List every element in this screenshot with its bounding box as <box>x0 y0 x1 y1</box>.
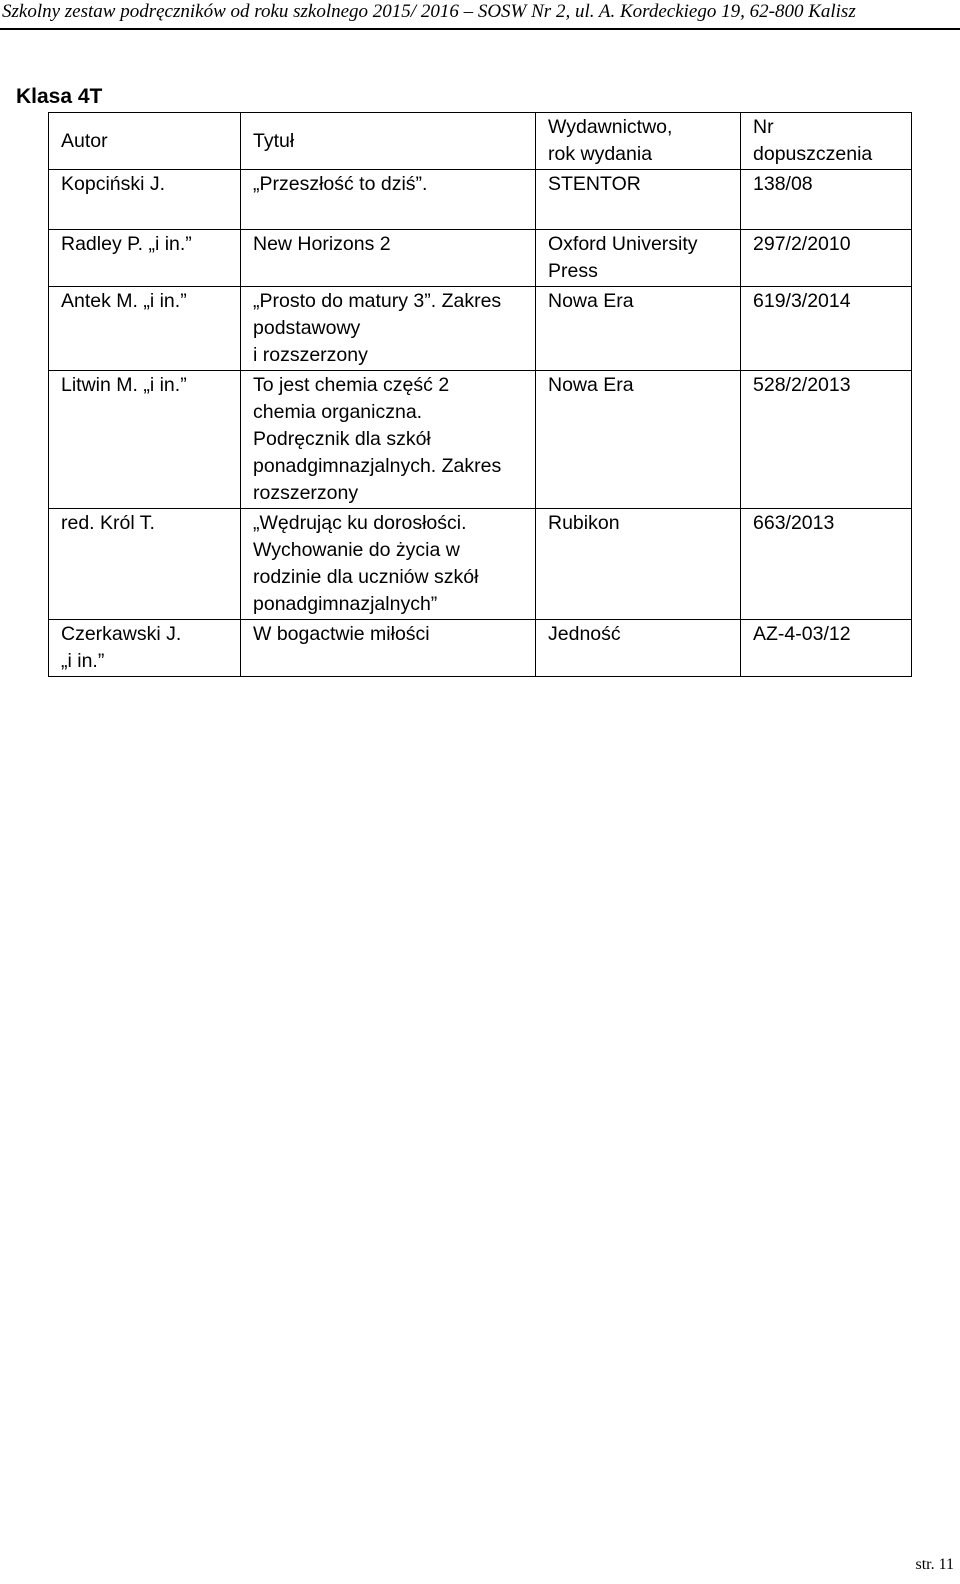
cell-wydawnictwo <box>536 371 741 509</box>
cell-autor <box>49 371 241 509</box>
table-row <box>49 371 912 509</box>
header-nr-text: Nr dopuszczenia <box>753 116 873 165</box>
cell-nr <box>741 170 912 230</box>
cell-wydawnictwo-text: Nowa Era <box>548 374 634 396</box>
cell-tytul-text: W bogactwie miłości <box>253 623 430 645</box>
cell-nr-text: 297/2/2010 <box>753 233 851 255</box>
cell-autor <box>49 230 241 287</box>
cell-tytul <box>241 287 536 371</box>
cell-tytul <box>241 620 536 677</box>
table-row <box>49 509 912 620</box>
cell-tytul <box>241 170 536 230</box>
cell-wydawnictwo-text: Jedność <box>548 623 621 645</box>
cell-wydawnictwo-text: STENTOR <box>548 173 641 195</box>
table-row <box>49 170 912 230</box>
header-wydawnictwo-text: Wydawnictwo, rok wydania <box>548 116 673 165</box>
header-cell-wydawnictwo <box>536 113 741 170</box>
cell-wydawnictwo-text: Nowa Era <box>548 290 634 312</box>
header-tytul-text: Tytuł <box>253 130 295 152</box>
header-cell-tytul <box>241 113 536 170</box>
table-row <box>49 230 912 287</box>
cell-tytul-text: To jest chemia część 2 chemia organiczna. Podręcznik dla szkół ponadgimnazjalnych. Zakres rozszerzony <box>253 374 502 504</box>
cell-nr-text: 663/2013 <box>753 512 835 534</box>
table-header-row <box>49 113 912 170</box>
cell-autor <box>49 509 241 620</box>
cell-nr-text: AZ-4-03/12 <box>753 623 851 645</box>
cell-nr-text: 138/08 <box>753 173 813 195</box>
cell-wydawnictwo <box>536 287 741 371</box>
booklist-table <box>48 112 912 677</box>
cell-nr <box>741 287 912 371</box>
cell-nr-text: 528/2/2013 <box>753 374 851 396</box>
cell-autor-text: Kopciński J. <box>61 173 166 195</box>
cell-tytul-text: New Horizons 2 <box>253 233 391 255</box>
page-header-text: Szkolny zestaw podręczników od roku szkolnego 2015/ 2016 – SOSW Nr 2, ul. A. Kordeckiego 19, 62-800 Kalisz <box>2 1 856 22</box>
cell-tytul-text: „Prosto do matury 3”. Zakres podstawowy i rozszerzony <box>253 290 502 366</box>
cell-wydawnictwo <box>536 170 741 230</box>
cell-nr <box>741 371 912 509</box>
cell-tytul <box>241 509 536 620</box>
cell-tytul <box>241 230 536 287</box>
cell-nr <box>741 620 912 677</box>
cell-tytul <box>241 371 536 509</box>
header-autor-text: Autor <box>61 130 108 152</box>
cell-tytul-text: „Wędrując ku dorosłości. Wychowanie do życia w rodzinie dla uczniów szkół ponadgimnazjalnych” <box>253 512 479 615</box>
cell-wydawnictwo <box>536 230 741 287</box>
table-row <box>49 620 912 677</box>
cell-autor <box>49 620 241 677</box>
cell-autor <box>49 287 241 371</box>
class-title: Klasa 4T <box>16 85 103 108</box>
page-number: str. 11 <box>915 1556 954 1573</box>
cell-autor-text: Czerkawski J. „i in.” <box>61 623 182 672</box>
page-header <box>0 0 960 30</box>
cell-wydawnictwo <box>536 620 741 677</box>
table-row <box>49 287 912 371</box>
cell-autor-text: Radley P. „i in.” <box>61 233 192 255</box>
cell-nr-text: 619/3/2014 <box>753 290 851 312</box>
cell-tytul-text: „Przeszłość to dziś”. <box>253 173 428 195</box>
cell-wydawnictwo <box>536 509 741 620</box>
cell-nr <box>741 509 912 620</box>
cell-autor-text: Litwin M. „i in.” <box>61 374 187 396</box>
cell-nr <box>741 230 912 287</box>
header-cell-nr <box>741 113 912 170</box>
cell-wydawnictwo-text: Oxford University Press <box>548 233 698 282</box>
cell-wydawnictwo-text: Rubikon <box>548 512 620 534</box>
cell-autor-text: red. Król T. <box>61 512 155 534</box>
header-cell-autor <box>49 113 241 170</box>
cell-autor-text: Antek M. „i in.” <box>61 290 187 312</box>
cell-autor <box>49 170 241 230</box>
